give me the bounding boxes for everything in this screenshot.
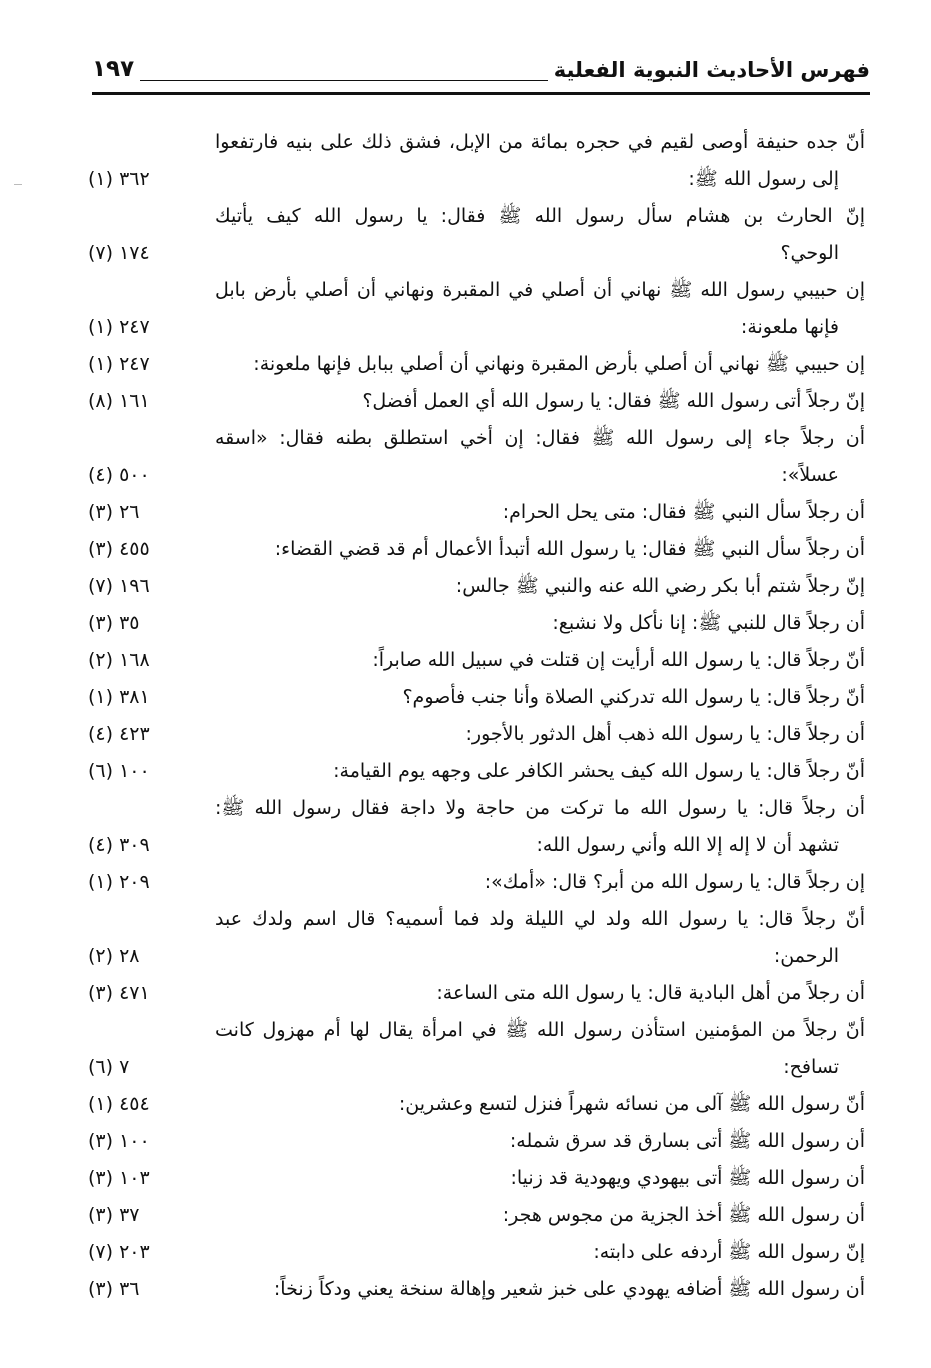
entry-continuation-line: تشهد أن لا إله إلا الله وأني رسول الله: [536,834,839,856]
entry-reference: ٣٦ (٣) [88,1278,140,1300]
index-entry [0,1086,931,1123]
entry-text [215,531,865,568]
entry-text [215,901,865,975]
index-entry [0,124,931,198]
entry-reference: ٣٦٢ (١) [88,168,150,190]
entry-reference: ٣٥ (٣) [88,612,140,634]
entry-reference: ١٠٣ (٣) [88,1167,150,1189]
entry-line: إنّ الحارث بن هشام سأل رسول الله ﷺ فقال: يا رسول الله كيف يأتيك [215,205,865,227]
index-entry [0,864,931,901]
entry-line: أنّ رجلاً من المؤمنين استأذن رسول الله ﷺ في امرأة يقال لها أم مهزول كانت [215,1019,865,1041]
entry-reference: ١٧٤ (٧) [88,242,150,264]
index-entry [0,642,931,679]
index-entry [0,790,931,864]
index-entry [0,1234,931,1271]
entry-continuation-line: إلى رسول الله ﷺ: [688,168,839,190]
index-entry [0,975,931,1012]
entry-line: أن رجلاً من أهل البادية قال: يا رسول الله متى الساعة: [436,982,865,1004]
entry-line: أنّ رجلاً قال: يا رسول الله أرأيت إن قتلت في سبيل الله صابراً: [372,649,865,671]
entry-line: أن رجلاً سأل النبي ﷺ فقال: متى يحل الحرام: [502,501,865,523]
entry-line: أن رجلاً سأل النبي ﷺ فقال: يا رسول الله أتبدأ الأعمال أم قد قضي القضاء: [274,538,865,560]
entry-line: أن رسول الله ﷺ أخذ الجزية من مجوس هجر: [502,1204,865,1226]
index-entry [0,383,931,420]
entry-reference: ٧ (٦) [88,1056,130,1078]
entry-reference: ١٠٠ (٣) [88,1130,150,1152]
index-entry [0,1160,931,1197]
entry-reference: ٤٥٥ (٣) [88,538,150,560]
entry-reference: ٢٦ (٣) [88,501,140,523]
entry-line: أن رجلاً جاء إلى رسول الله ﷺ فقال: إن أخي استطلق بطنه فقال: «اسقه [215,427,865,449]
entry-text [215,346,865,383]
entry-line: إن رجلاً قال: يا رسول الله من أبر؟ قال: «أمك»: [484,871,865,893]
entry-text [215,1086,865,1123]
entry-line: أنّ جده حنيفة أوصى لقيم في حجره بمائة من الإبل، فشق ذلك على بنيه فارتفعوا [215,131,865,153]
entry-line: إنّ رجلاً أتى رسول الله ﷺ فقال: يا رسول الله أي العمل أفضل؟ [362,390,865,412]
entry-text [215,790,865,864]
entry-continuation-line: فإنها ملعونة: [740,316,839,338]
entry-continuation-line: الرحمن: [773,945,839,967]
index-entry [0,605,931,642]
entry-reference: ١٦١ (٨) [88,390,150,412]
entry-text [215,568,865,605]
entry-reference: ١٩٦ (٧) [88,575,150,597]
entry-reference: ٤٥٤ (١) [88,1093,150,1115]
entry-text [215,494,865,531]
entry-reference: ٢٨ (٢) [88,945,140,967]
entry-continuation-line: عسلاً»: [781,464,839,486]
entry-line: أن رسول الله ﷺ أتى بسارق قد سرق شمله: [509,1130,865,1152]
index-entry [0,753,931,790]
entry-continuation-line: تسافح: [783,1056,839,1078]
entry-line: أن رجلاً قال: يا رسول الله ما تركت من حاجة ولا داجة فقال رسول الله ﷺ: [215,797,865,819]
entry-reference: ٤٧١ (٣) [88,982,150,1004]
entry-continuation-line: الوحي؟ [780,242,839,264]
entry-line: أنّ رسول الله ﷺ آلى من نسائه شهراً فنزل لتسع وعشرين: [398,1093,865,1115]
entry-reference: ١٦٨ (٢) [88,649,150,671]
index-entry [0,420,931,494]
index-entry [0,1123,931,1160]
index-entry [0,679,931,716]
entry-line: أنّ رجلاً قال: يا رسول الله كيف يحشر الكافر على وجهه يوم القيامة: [333,760,865,782]
entry-text [215,420,865,494]
index-entry [0,346,931,383]
entry-text [215,198,865,272]
entry-text [215,124,865,198]
entry-text [215,1234,865,1271]
entry-text [215,679,865,716]
entry-line: إنّ رسول الله ﷺ أردفه على دابته: [593,1241,865,1263]
entry-reference: ٢٤٧ (١) [88,353,150,375]
entry-text [215,383,865,420]
entry-reference: ٢٠٣ (٧) [88,1241,150,1263]
entry-text [215,642,865,679]
entry-line: إنّ رجلاً شتم أبا بكر رضي الله عنه والنبي ﷺ جالس: [455,575,865,597]
entry-line: أن رجلاً قال: يا رسول الله ذهب أهل الدثور بالأجور: [465,723,865,745]
entry-text [215,716,865,753]
entry-reference: ٣٠٩ (٤) [88,834,150,856]
entry-line: أنّ رجلاً قال: يا رسول الله ولد لي الليلة ولد فما أسميه؟ قال اسم ولدك عبد [215,908,865,930]
entry-line: أنّ رجلاً قال: يا رسول الله تدركني الصلاة وأنا جنب فأصوم؟ [402,686,865,708]
entry-line: أن رسول الله ﷺ أتى بيهودي ويهودية قد زنيا: [510,1167,865,1189]
header-rule [92,92,870,95]
entry-text [215,975,865,1012]
entry-line: أن رسول الله ﷺ أضافه يهودي على خبز شعير وإهالة سنخة يعني ودكاً زنخاً: [273,1278,865,1300]
entry-text [215,272,865,346]
index-entry [0,198,931,272]
entry-reference: ٤٢٣ (٤) [88,723,150,745]
entry-reference: ٣٨١ (١) [88,686,150,708]
entry-reference: ٣٧ (٣) [88,1204,140,1226]
entry-reference: ١٠٠ (٦) [88,760,150,782]
entry-reference: ٥٠٠ (٤) [88,464,150,486]
index-entry [0,716,931,753]
entry-reference: ٢٤٧ (١) [88,316,150,338]
entry-line: أن رجلاً قال للنبي ﷺ: إنا نأكل ولا نشبع: [552,612,865,634]
index-entry [0,272,931,346]
index-entry [0,568,931,605]
index-entry [0,494,931,531]
entry-text [215,864,865,901]
index-entry [0,1197,931,1234]
index-entry [0,531,931,568]
entry-text [215,1123,865,1160]
header-title: فهرس الأحاديث النبوية الفعلية [548,58,870,82]
index-entry [0,901,931,975]
entry-text [215,1160,865,1197]
entry-text [215,753,865,790]
entry-text [215,1197,865,1234]
entry-line: إن حبيبي رسول الله ﷺ نهاني أن أصلي في المقبرة ونهاني أن أصلي بأرض بابل [215,279,865,301]
page-number: ١٩٧ [92,56,140,82]
entry-line: إن حبيبي ﷺ نهاني أن أصلي بأرض المقبرة ونهاني أن أصلي ببابل فإنها ملعونة: [253,353,865,375]
entry-text [215,1012,865,1086]
entry-text [215,605,865,642]
entry-reference: ٢٠٩ (١) [88,871,150,893]
page-header [92,50,870,94]
index-entry [0,1012,931,1086]
entry-text [215,1271,865,1308]
index-entry [0,1271,931,1308]
